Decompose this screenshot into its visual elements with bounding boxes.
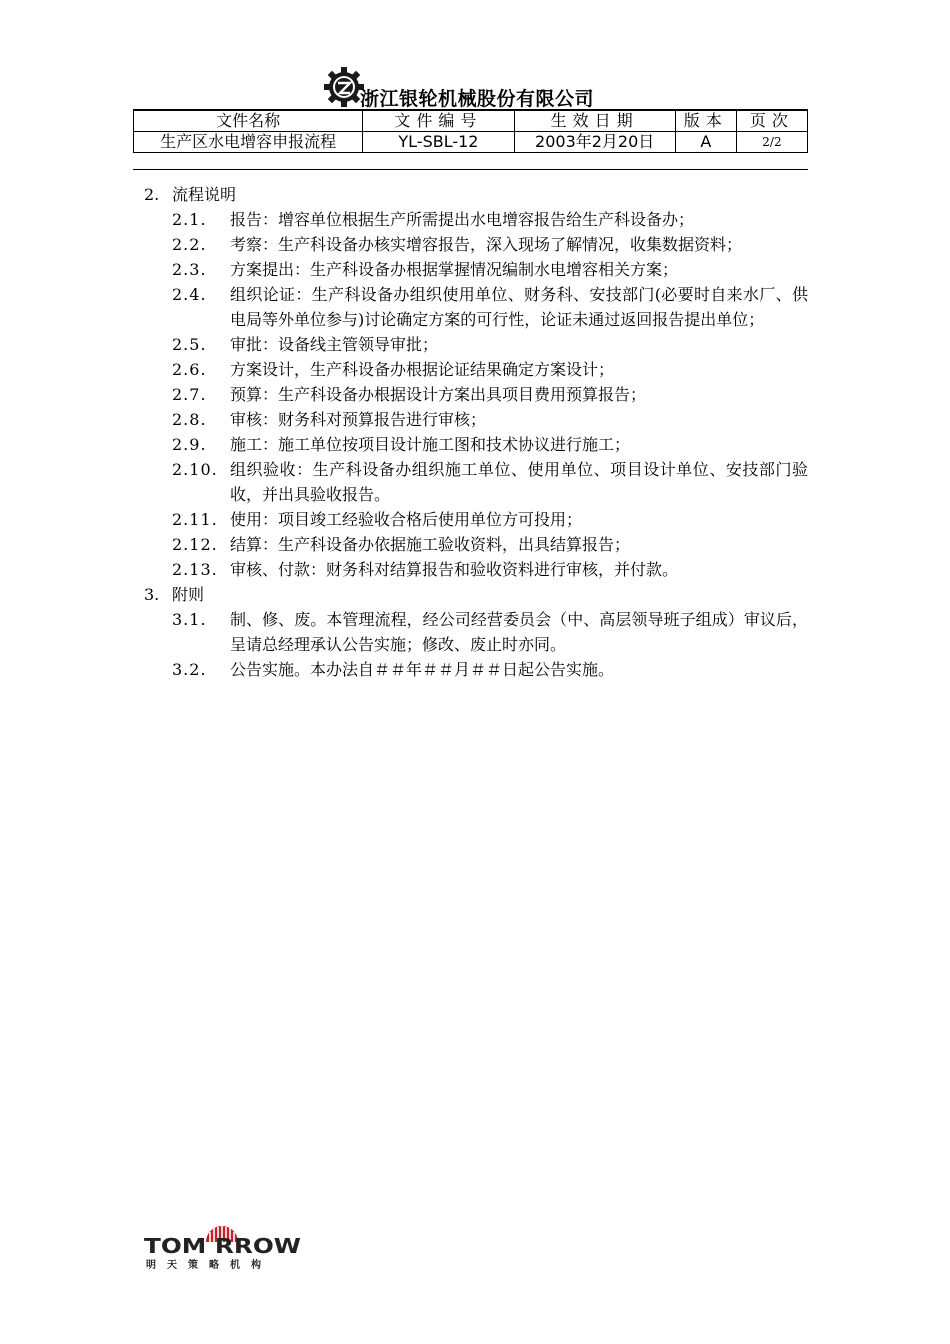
- page-value: 2/2: [736, 132, 807, 153]
- list-item: [144, 382, 814, 407]
- doc-number-value: YL-SBL-12: [363, 132, 514, 153]
- logo-wordmark: TOM RROW: [144, 1234, 301, 1258]
- col-page-label: 页次: [736, 110, 807, 132]
- item-number: 2.1.: [172, 210, 207, 229]
- list-item: [144, 657, 814, 682]
- item-number: 2.12.: [172, 535, 218, 554]
- item-text: 制、修、废。本管理流程，经公司经营委员会（中、高层领导班子组成）审议后，呈请总经理承认公告实施；修改、废止时亦同。: [230, 610, 808, 654]
- section-number: 2.: [144, 185, 160, 204]
- version-value: A: [675, 132, 736, 153]
- item-number: 2.3.: [172, 260, 207, 279]
- list-item: [144, 557, 814, 582]
- item-text: 考察：生产科设备办核实增容报告，深入现场了解情况，收集数据资料；: [230, 235, 743, 254]
- item-text: 方案提出：生产科设备办根据掌握情况编制水电增容相关方案；: [230, 260, 679, 279]
- item-number: 2.5.: [172, 335, 207, 354]
- item-number: 2.6.: [172, 360, 207, 379]
- col-doc-number-label: 文件编号: [363, 110, 514, 132]
- header-divider: [133, 169, 808, 170]
- tomorrow-logo-icon: [140, 1212, 305, 1270]
- item-text: 审核：财务科对预算报告进行审核；: [230, 410, 487, 429]
- item-text: 组织验收：生产科设备办组织施工单位、使用单位、项目设计单位、安技部门验收，并出具验收报告。: [230, 460, 808, 504]
- item-number: 3.1.: [172, 610, 207, 629]
- col-effective-date-label: 生效日期: [514, 110, 675, 132]
- effective-date-value: 2003年2月20日: [514, 132, 675, 153]
- list-item: [144, 507, 814, 532]
- section-title: 附则: [172, 585, 205, 604]
- item-text: 使用：项目竣工经验收合格后使用单位方可投用；: [230, 510, 583, 529]
- list-item: [144, 357, 814, 382]
- list-item: [144, 407, 814, 432]
- list-item: [144, 532, 814, 557]
- item-number: 2.13.: [172, 560, 218, 579]
- section-heading: [144, 582, 814, 607]
- doc-name-value: 生产区水电增容申报流程: [134, 132, 363, 153]
- list-item: [144, 232, 814, 257]
- list-item: [144, 607, 814, 657]
- item-text: 方案设计，生产科设备办根据论证结果确定方案设计；: [230, 360, 615, 379]
- item-number: 2.8.: [172, 410, 207, 429]
- list-item: [144, 257, 814, 282]
- section-title: 流程说明: [172, 185, 237, 204]
- item-number: 2.10.: [172, 460, 218, 479]
- document-body: [144, 182, 814, 682]
- item-number: 2.9.: [172, 435, 207, 454]
- list-item: [144, 282, 814, 332]
- list-item: [144, 207, 814, 232]
- col-version-label: 版本: [675, 110, 736, 132]
- company-name: 浙江银轮机械股份有限公司: [360, 88, 595, 110]
- item-text: 预算：生产科设备办根据设计方案出具项目费用预算报告；: [230, 385, 647, 404]
- item-text: 报告：增容单位根据生产所需提出水电增容报告给生产科设备办；: [230, 210, 695, 229]
- list-item: [144, 432, 814, 457]
- item-text: 组织论证：生产科设备办组织使用单位、财务科、安技部门(必要时自来水厂、供电局等外单位参与)讨论确定方案的可行性，论证未通过返回报告提出单位；: [230, 285, 808, 329]
- col-doc-name-label: 文件名称: [134, 110, 363, 132]
- item-number: 2.7.: [172, 385, 207, 404]
- item-number: 3.2.: [172, 660, 207, 679]
- item-text: 公告实施。本办法自＃＃年＃＃月＃＃日起公告实施。: [230, 660, 615, 679]
- item-number: 2.11.: [172, 510, 218, 529]
- item-text: 结算：生产科设备办依据施工验收资料，出具结算报告；: [230, 535, 631, 554]
- item-text: 审批：设备线主管领导审批；: [230, 335, 439, 354]
- item-number: 2.4.: [172, 285, 207, 304]
- document-info-table: [133, 109, 808, 153]
- item-text: 施工：施工单位按项目设计施工图和技术协议进行施工；: [230, 435, 631, 454]
- logo-subtext: 明天策略机构: [146, 1260, 272, 1270]
- item-text: 审核、付款：财务科对结算报告和验收资料进行审核，并付款。: [230, 560, 679, 579]
- list-item: [144, 457, 814, 507]
- section-number: 3.: [144, 585, 160, 604]
- section-heading: [144, 182, 814, 207]
- list-item: [144, 332, 814, 357]
- item-number: 2.2.: [172, 235, 207, 254]
